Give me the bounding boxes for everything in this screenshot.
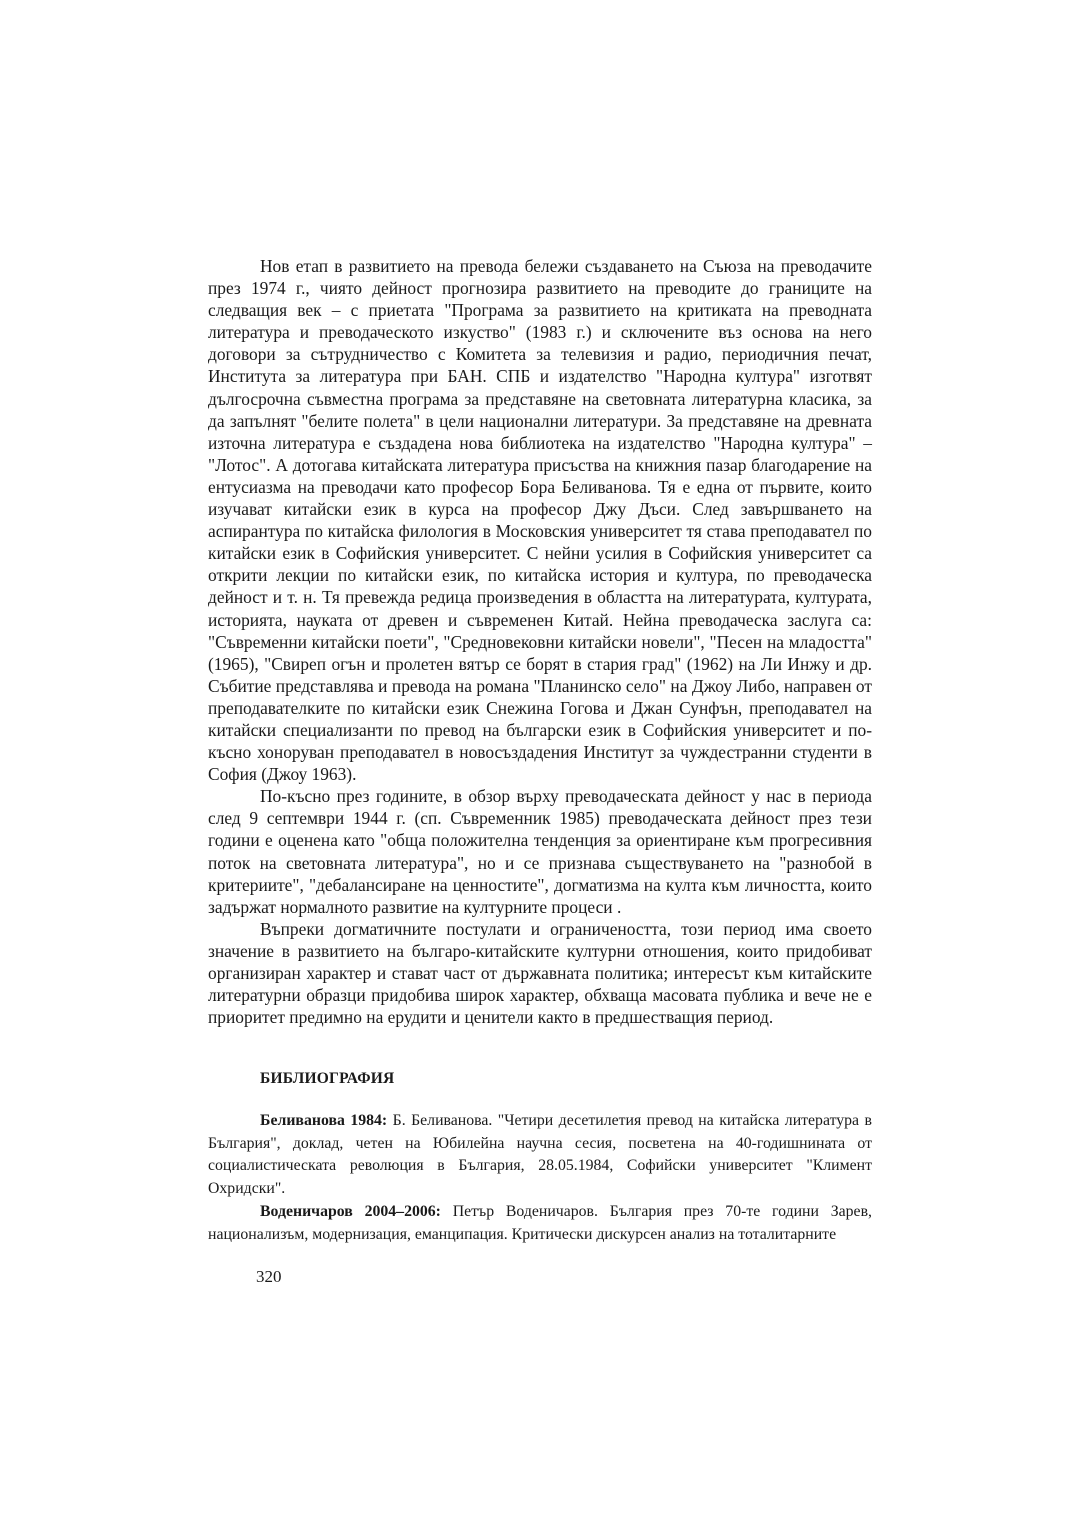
bibliography-entry-key: Воденичаров 2004–2006: <box>260 1203 441 1220</box>
page-number: 320 <box>256 1267 282 1286</box>
bibliography-entry <box>208 1201 872 1246</box>
body-text <box>208 255 872 1028</box>
bibliography-list <box>208 1110 872 1247</box>
bibliography-entry-text: Петър Воденичаров. България през 70-те години Зарев, национализъм, модернизация, еманципация. Критически дискурсен анализ на тоталитарните <box>208 1203 872 1243</box>
bibliography-heading: БИБЛИОГРАФИЯ <box>260 1070 395 1087</box>
paragraph: По-късно през годините, в обзор върху преводаческата дейност у нас в периода след 9 септември 1944 г. (сп. Съвременник 1985) преводаческата дейност през тези години е оценена като "обща положителна тенденция за ориентиране към прогресивния поток на световната литература", но и се признава съществуването на "разнобой в критериите", "дебалансиране на ценностите", догматизма на култа към личността, които задържат нормалното развитие на културните процеси . <box>208 786 872 917</box>
bibliography-entry-text: Б. Беливанова. "Четири десетилетия превод на китайска литература в България", доклад, четен на Юбилейна научна сесия, посветена на 40-годишнината от социалистическата революция в България, 28.05.1984, Софийски университет "Климент Охридски". <box>208 1112 872 1197</box>
bibliography-entry-key: Беливанова 1984: <box>260 1112 388 1129</box>
paragraph: Нов етап в развитието на превода бележи създаването на Съюза на преводачите през 1974 г., чиято дейност прогнозира развитието на преводите до границите на следващия век – с приетата "Програма за развитието на критиката на преводната литература и преводаческото изкуство" (1983 г.) и сключените въз основа на него договори за сътрудничество с Комитета за телевизия и радио, периодичния печат, Института за литература при БАН. СПБ и издателство "Народна култура" изготвят дългосрочна съвместна програма за представяне на световната литературна класика, за да запълнят "белите полета" в цели национални литератури. За представяне на древната източна литература е създадена нова библиотека на издателство "Народна култура" – "Лотос". А дотогава китайската литература присъства на книжния пазар благодарение на ентусиазма на преводачи като професор Бора Беливанова. Тя е една от първите, които изучават китайски език в курса на професор Джу Дъси. След завършването на аспирантура по китайска филология в Московския университет тя става преподавател по китайски език в Софийския университет. С нейни усилия в Софийския университет са открити лекции по китайски език, по китайска история и култура, по преводаческа дейност и т. н. Тя превежда редица произведения в областта на литературата, културата, историята, науката от древен и съвременен Китай. Нейна преводаческа заслуга са: "Съвременни китайски поети", "Средновековни китайски новели", "Песен на младостта" (1965), "Свиреп огън и пролетен вятър се борят в стария град" (1962) на Ли Инжу и др. Събитие представлява и превода на романа "Планинско село" на Джоу Либо, направен от преподавателките по китайски език Снежина Гогова и Джан Сунфън, преподавател на китайски специализанти по превод на български език в Софийския университет и по-късно хоноруван преподавател в новосъздадения Институт за чуждестранни студенти в София (Джоу 1963). <box>208 256 872 785</box>
bibliography-entry <box>208 1110 872 1200</box>
paragraph: Въпреки догматичните постулати и ограничеността, този период има своето значение в развитието на българо-китайските културни отношения, които придобиват организиран характер и стават част от държавната политика; интересът към китайските литературни образци придобива широк характер, обхваща масовата публика и вече не е приоритет предимно на ерудити и ценители както в предшестващия период. <box>208 918 872 1028</box>
